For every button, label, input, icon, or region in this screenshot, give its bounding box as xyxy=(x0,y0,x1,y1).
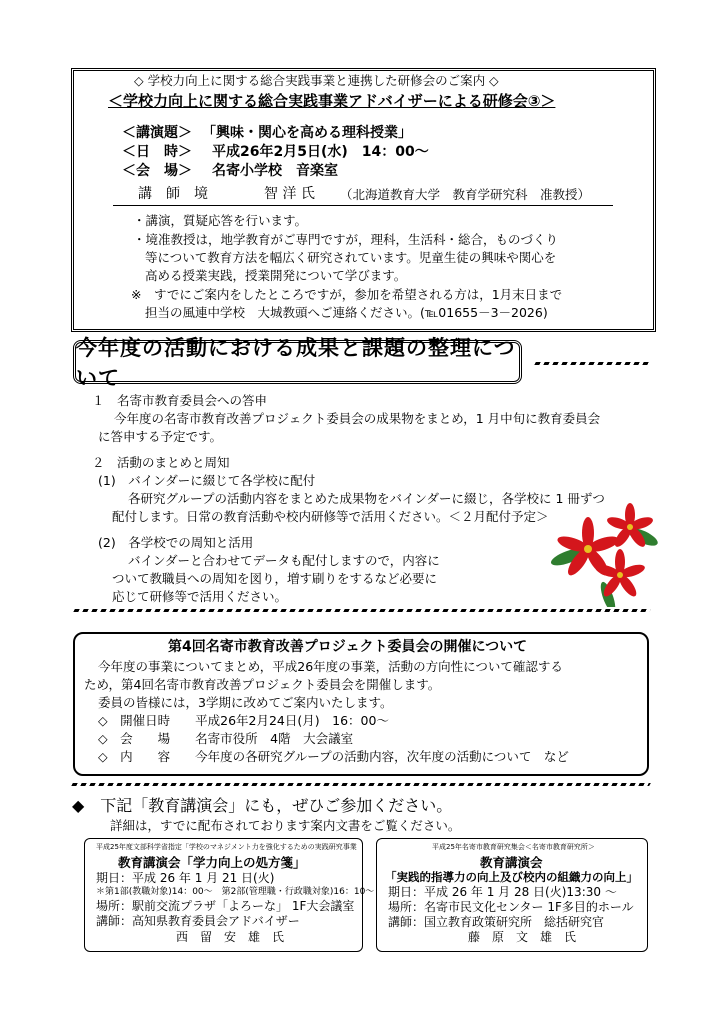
committee-venue: ◇ 会 場 名寄市役所 4階 大会議室 xyxy=(98,731,354,746)
committee-date: ◇ 開催日時 平成26年2月24日(月) 16：00～ xyxy=(98,713,389,728)
item2-1-heading: (1) バインダーに綴じて各学校に配付 xyxy=(98,473,316,488)
dashed-divider-2 xyxy=(73,609,651,612)
card2-title-line-2: 「実践的指導力の向上及び校内の組織力の向上」 xyxy=(385,870,638,884)
committee-para-line-3: 委員の皆様には，3学期に改めてご案内いたします。 xyxy=(98,695,393,710)
item2-2-line-2: ついて教職員への周知を図り，増す刷りをするなど必要に xyxy=(112,571,438,586)
topic-value: 「興味・関心を高める理科授業」 xyxy=(202,125,412,141)
workshop-intro: ◇ 学校力向上に関する総合実践事業と連携した研修会のご案内 ◇ xyxy=(134,73,499,88)
workshop-title: ＜学校力向上に関する総合実践事業アドバイザーによる研修会③＞ xyxy=(108,92,556,110)
card1-lecturer-name: 西 留 安 雄 氏 xyxy=(176,930,285,944)
card2-place: 場所：名寄市民文化センター 1F多目的ホール xyxy=(388,900,634,914)
item2-heading: ２ 活動のまとめと周知 xyxy=(92,455,230,470)
workshop-bullet-2-line-1: ・境准教授は，地学教育がご専門ですが，理科，生活科・総合，ものづくり xyxy=(133,232,559,247)
venue-value: 名寄小学校 音楽室 xyxy=(212,163,338,179)
lecturer: 講 師 境 智 洋 氏 xyxy=(138,186,315,202)
lectures-heading: ◆ 下記「教育講演会」にも，ぜひご参加ください。 xyxy=(72,796,453,815)
item2-2-heading: (2) 各学校での周知と活用 xyxy=(98,535,254,550)
lecturer-affiliation: （北海道教育大学 教育学研究科 准教授） xyxy=(340,187,591,202)
card1-date: 期日：平成 26 年 1 月 21 日(火) xyxy=(96,871,275,885)
card1-place: 場所：駅前交流プラザ「よろーな」 1F大会議室 xyxy=(96,899,355,913)
workshop-bullet-1: ・講演，質疑応答を行います。 xyxy=(133,213,308,228)
dashed-divider xyxy=(534,362,651,365)
card1-org: 平成25年度文部科学省指定「学校のマネジメント力を強化するための実践研究事業 xyxy=(96,843,357,851)
topic-label: ＜講演題＞ xyxy=(122,125,192,141)
committee-title: 第4回名寄市教育改善プロジェクト委員会の開催について xyxy=(168,639,528,655)
item2-1-line-1: 各研究グループの活動内容をまとめた成果物をバインダーに綴じ，各学校に 1 冊ずつ xyxy=(128,491,605,506)
dashed-divider-3 xyxy=(71,783,651,786)
date-label: ＜日 時＞ xyxy=(122,144,192,160)
card1-title: 教育講演会「学力向上の処方箋」 xyxy=(118,855,306,870)
committee-content: ◇ 内 容 今年度の各研究グループの活動内容，次年度の活動について など xyxy=(98,749,569,764)
section-title: 今年度の活動における成果と課題の整理について xyxy=(76,336,516,390)
card2-title-line-1: 教育講演会 xyxy=(480,855,543,870)
workshop-bullet-2-line-2: 等について教育方法を幅広く研究されています。児童生徒の興味や関心を xyxy=(145,250,557,265)
workshop-bullet-2-line-3: 高める授業実践，授業開発について学びます。 xyxy=(145,268,407,283)
card2-date: 期日：平成 26 年 1 月 28 日(火)13:30 ～ xyxy=(388,885,617,899)
venue-label: ＜会 場＞ xyxy=(122,163,192,179)
item2-2-line-3: 応じて研修等で活用ください。 xyxy=(112,589,288,604)
item1-line-2: に答申する予定です。 xyxy=(98,429,223,444)
card1-lecturer: 講師：高知県教育委員会アドバイザー xyxy=(96,914,300,928)
date-value: 平成26年2月5日(水) 14：00～ xyxy=(212,144,429,160)
item2-2-line-1: バインダーと合わせてデータも配付しますので，内容に xyxy=(128,553,440,568)
lectures-subheading: 詳細は，すでに配布されております案内文書をご覧ください。 xyxy=(110,818,461,833)
committee-para-line-1: 今年度の事業についてまとめ，平成26年度の事業，活動の方向性について確認する xyxy=(98,659,563,674)
section-title-box xyxy=(73,336,522,390)
workshop-note-line-1: ※ すでにご案内をしたところですが，参加を希望される方は，1月末日まで xyxy=(131,287,563,302)
item2-1-line-2: 配付します。日常の教育活動や校内研修等で活用ください。＜２月配付予定＞ xyxy=(112,509,549,524)
card1-sessions: ＊第1部(教職対象)14：00～ 第2部(管理職・行政職対象)16：10～ xyxy=(96,887,375,897)
workshop-note-line-2: 担当の風連中学校 大城教頭へご連絡ください。(℡01655－3－2026) xyxy=(145,305,548,320)
poinsettia-icon xyxy=(548,497,660,607)
card2-lecturer: 講師：国立教育政策研究所 総括研究官 xyxy=(388,915,605,929)
card2-lecturer-name: 藤 原 文 雄 氏 xyxy=(468,930,577,944)
committee-para-line-2: ため，第4回名寄市教育改善プロジェクト委員会を開催します。 xyxy=(84,677,441,692)
card2-org: 平成25年名寄市教育研究集会＜名寄市教育研究所＞ xyxy=(432,843,595,851)
lecturer-underline xyxy=(113,205,613,206)
item1-heading: １ 名寄市教育委員会への答申 xyxy=(92,393,268,408)
item1-line-1: 今年度の名寄市教育改善プロジェクト委員会の成果物をまとめ，1 月中旬に教育委員会 xyxy=(114,411,601,426)
